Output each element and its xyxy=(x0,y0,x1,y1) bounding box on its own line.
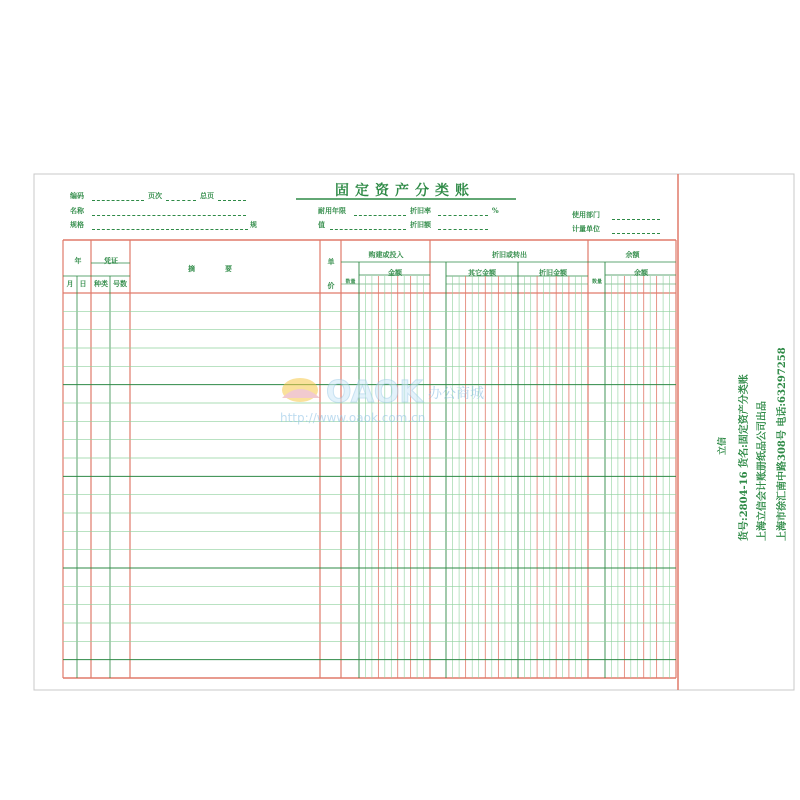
col-depreciation-transfer: 折旧或转出 xyxy=(492,250,527,259)
watermark-logo-icon xyxy=(280,370,530,430)
col-balance-amount: 余额 xyxy=(634,268,648,277)
dept-label: 使用部门 xyxy=(572,210,600,219)
spec-label: 规格 xyxy=(70,220,84,229)
col-summary: 摘要 xyxy=(188,264,262,273)
svg-text:办公商城: 办公商城 xyxy=(428,386,484,402)
spec-suffix: 规 xyxy=(250,220,257,229)
brand-name: 立信 xyxy=(718,436,728,455)
col-voucher-no: 号数 xyxy=(113,279,127,288)
page-no-field[interactable] xyxy=(166,194,196,201)
percent-sign: % xyxy=(492,206,499,215)
dept-field[interactable] xyxy=(612,213,660,220)
imprint-line-2: 上海立信会计账册纸品公司出品 xyxy=(757,401,768,541)
residual-value-field[interactable] xyxy=(330,223,406,230)
code-field[interactable] xyxy=(92,194,144,201)
publisher-imprint xyxy=(718,345,795,545)
col-unit-price: 单价 xyxy=(327,257,335,290)
depreciation-amount-field[interactable] xyxy=(438,223,488,230)
total-pages-label: 总页 xyxy=(200,191,214,200)
col-purchase-amount: 金额 xyxy=(388,268,402,277)
service-life-label: 耐用年限 xyxy=(318,206,346,215)
col-other-amount: 其它金额 xyxy=(468,268,496,277)
total-pages-field[interactable] xyxy=(218,194,246,201)
unit-field[interactable] xyxy=(612,227,660,234)
col-balance: 余额 xyxy=(625,250,640,259)
unit-label: 计量单位 xyxy=(572,224,600,233)
col-purchase-qty: 数量 xyxy=(345,279,356,285)
imprint-line-1: 货号:2804-16 货名:固定资产分类账 xyxy=(739,374,750,541)
name-field[interactable] xyxy=(92,209,246,216)
depreciation-amount-label: 折旧额 xyxy=(410,220,431,229)
col-purchase: 购建或投入 xyxy=(368,250,404,259)
col-voucher-type: 种类 xyxy=(94,279,108,288)
svg-text:http://www.oaok.com.cn: http://www.oaok.com.cn xyxy=(280,411,426,425)
code-label: 编码 xyxy=(70,191,84,200)
depreciation-rate-field[interactable] xyxy=(438,209,488,216)
watermark xyxy=(280,370,530,430)
page-title: 固定资产分类账 xyxy=(335,183,475,199)
col-year: 年 xyxy=(74,256,82,265)
depreciation-rate-label: 折旧率 xyxy=(410,206,431,215)
col-day: 日 xyxy=(79,279,87,288)
col-balance-qty: 数量 xyxy=(591,279,602,285)
name-label: 名称 xyxy=(70,206,84,215)
svg-text:OAOK: OAOK xyxy=(326,375,423,410)
residual-value-label: 值 xyxy=(318,220,325,229)
service-life-field[interactable] xyxy=(354,209,406,216)
col-depreciation-amount: 折旧金额 xyxy=(539,268,567,277)
col-month: 月 xyxy=(66,279,74,288)
imprint-line-3: 上海市徐汇南中路308号 电话:63297258 xyxy=(777,347,788,541)
page-no-label: 页次 xyxy=(148,191,162,200)
col-voucher: 凭证 xyxy=(104,256,118,265)
spec-field[interactable] xyxy=(92,223,248,230)
